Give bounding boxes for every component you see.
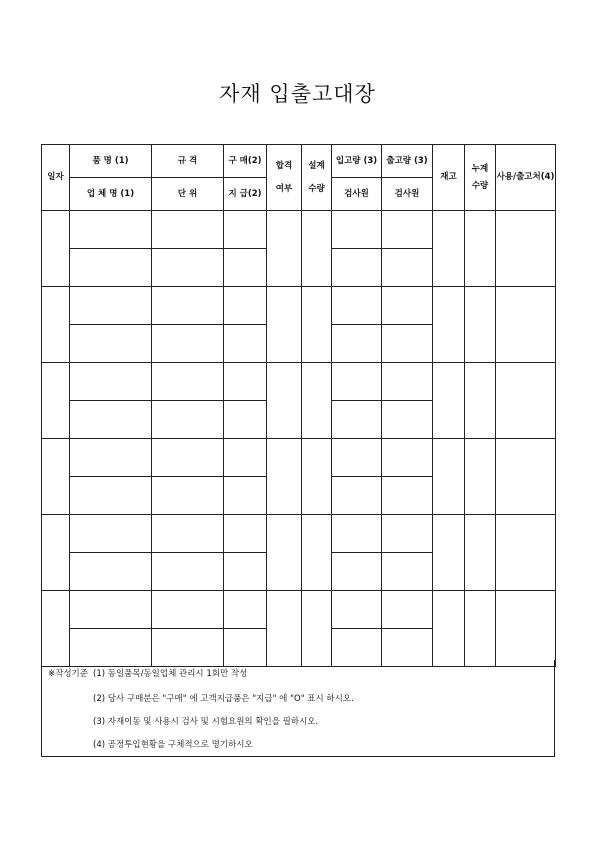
entry-date-cell	[42, 439, 70, 515]
entry-in-cell	[332, 325, 382, 363]
entry-purchase-cell	[224, 325, 267, 363]
entry-item-cell	[70, 477, 152, 515]
ledger-table	[41, 144, 556, 667]
entry-usage-cell	[496, 515, 556, 591]
entry-purchase-cell	[224, 363, 267, 401]
entry-total-qty-cell	[465, 287, 496, 363]
entry-out-cell	[382, 553, 433, 591]
entry-in-cell	[332, 477, 382, 515]
entry-item-cell	[70, 325, 152, 363]
entry-total-qty-cell	[465, 211, 496, 287]
entry-in-cell	[332, 439, 382, 477]
entry-out-cell	[382, 591, 433, 629]
col-item-name-header: 품 명 (1)	[70, 145, 152, 178]
entry-stock-cell	[433, 515, 465, 591]
entry-item-cell	[70, 249, 152, 287]
entry-spec-cell	[152, 211, 224, 249]
entry-spec-cell	[152, 553, 224, 591]
entry-stock-cell	[433, 287, 465, 363]
entry-item-cell	[70, 363, 152, 401]
entry-purchase-cell	[224, 401, 267, 439]
entry-design-qty-cell	[302, 515, 332, 591]
entry-in-cell	[332, 287, 382, 325]
entry-spec-cell	[152, 363, 224, 401]
entry-pass-cell	[267, 287, 302, 363]
entry-date-cell	[42, 287, 70, 363]
entry-item-cell	[70, 439, 152, 477]
col-in-inspector-header: 검사원	[332, 178, 382, 211]
entry-out-cell	[382, 363, 433, 401]
entry-pass-cell	[267, 363, 302, 439]
entry-in-cell	[332, 515, 382, 553]
note-item: (3) 자재이동 및 사용시 검사 및 시험요원의 확인을 필하시오.	[93, 717, 319, 727]
col-pass-header: 합격 여부	[267, 145, 302, 211]
notes-label: ※작성기준	[48, 669, 88, 679]
entry-spec-cell	[152, 249, 224, 287]
entry-total-qty-cell	[465, 515, 496, 591]
entry-in-cell	[332, 553, 382, 591]
entry-stock-cell	[433, 211, 465, 287]
entry-in-cell	[332, 211, 382, 249]
entry-pass-cell	[267, 515, 302, 591]
col-unit-header: 단 위	[152, 178, 224, 211]
entry-out-cell	[382, 515, 433, 553]
entry-spec-cell	[152, 591, 224, 629]
entry-row	[42, 439, 556, 477]
col-out-qty-header: 출고량 (3)	[382, 145, 433, 178]
entry-in-cell	[332, 363, 382, 401]
entry-item-cell	[70, 211, 152, 249]
entry-purchase-cell	[224, 553, 267, 591]
entry-date-cell	[42, 211, 70, 287]
entry-date-cell	[42, 363, 70, 439]
entry-item-cell	[70, 553, 152, 591]
entry-usage-cell	[496, 211, 556, 287]
entry-row	[42, 211, 556, 249]
entry-item-cell	[70, 515, 152, 553]
col-in-qty-header: 입고량 (3)	[332, 145, 382, 178]
entry-pass-cell	[267, 211, 302, 287]
entry-spec-cell	[152, 515, 224, 553]
entry-pass-cell	[267, 591, 302, 667]
entry-row	[42, 363, 556, 401]
entry-item-cell	[70, 591, 152, 629]
note-item: (1) 동일품목/동일업체 관리시 1회만 작성	[93, 669, 248, 679]
entry-stock-cell	[433, 363, 465, 439]
entry-out-cell	[382, 325, 433, 363]
entry-usage-cell	[496, 287, 556, 363]
col-supply-header: 지 급(2)	[224, 178, 267, 211]
entry-spec-cell	[152, 325, 224, 363]
entry-spec-cell	[152, 401, 224, 439]
col-total-qty-header: 누계 수량	[465, 145, 496, 211]
entry-design-qty-cell	[302, 439, 332, 515]
entry-spec-cell	[152, 439, 224, 477]
entry-purchase-cell	[224, 249, 267, 287]
entry-in-cell	[332, 401, 382, 439]
entry-out-cell	[382, 401, 433, 439]
entry-design-qty-cell	[302, 363, 332, 439]
entry-in-cell	[332, 591, 382, 629]
entry-in-cell	[332, 249, 382, 287]
entry-purchase-cell	[224, 515, 267, 553]
entry-design-qty-cell	[302, 287, 332, 363]
col-date-header: 일자	[42, 145, 70, 211]
entry-design-qty-cell	[302, 211, 332, 287]
entry-purchase-cell	[224, 439, 267, 477]
entry-out-cell	[382, 439, 433, 477]
entry-item-cell	[70, 401, 152, 439]
col-stock-header: 재고	[433, 145, 465, 211]
entry-row	[42, 515, 556, 553]
col-purchase-header: 구 매(2)	[224, 145, 267, 178]
entry-usage-cell	[496, 591, 556, 667]
entry-spec-cell	[152, 477, 224, 515]
entry-purchase-cell	[224, 477, 267, 515]
entry-purchase-cell	[224, 591, 267, 629]
entry-total-qty-cell	[465, 363, 496, 439]
entry-usage-cell	[496, 439, 556, 515]
entry-total-qty-cell	[465, 439, 496, 515]
entry-row	[42, 591, 556, 629]
col-vendor-header: 업 체 명 (1)	[70, 178, 152, 211]
col-spec-header: 규 격	[152, 145, 224, 178]
entry-design-qty-cell	[302, 591, 332, 667]
entry-item-cell	[70, 287, 152, 325]
note-item: (2) 당사 구매분은 "구매" 에 고객지급품은 "지급" 에 "O" 표시 하시오.	[93, 694, 354, 704]
notes-section	[41, 660, 555, 757]
page-title: 자재 입출고대장	[219, 82, 376, 106]
entry-date-cell	[42, 591, 70, 667]
entry-total-qty-cell	[465, 591, 496, 667]
entry-purchase-cell	[224, 287, 267, 325]
col-usage-header: 사용/출고처(4)	[496, 145, 556, 211]
entry-out-cell	[382, 211, 433, 249]
entry-stock-cell	[433, 591, 465, 667]
header-row-top	[42, 145, 556, 178]
entry-spec-cell	[152, 287, 224, 325]
entry-usage-cell	[496, 363, 556, 439]
col-out-inspector-header: 검사원	[382, 178, 433, 211]
entry-purchase-cell	[224, 211, 267, 249]
entry-out-cell	[382, 477, 433, 515]
entry-stock-cell	[433, 439, 465, 515]
entry-out-cell	[382, 287, 433, 325]
col-design-qty-header: 설계 수량	[302, 145, 332, 211]
entry-pass-cell	[267, 439, 302, 515]
entry-row	[42, 287, 556, 325]
note-item: (4) 공정투입현황을 구체적으로 명기하시오	[93, 740, 253, 750]
entry-out-cell	[382, 249, 433, 287]
entry-date-cell	[42, 515, 70, 591]
